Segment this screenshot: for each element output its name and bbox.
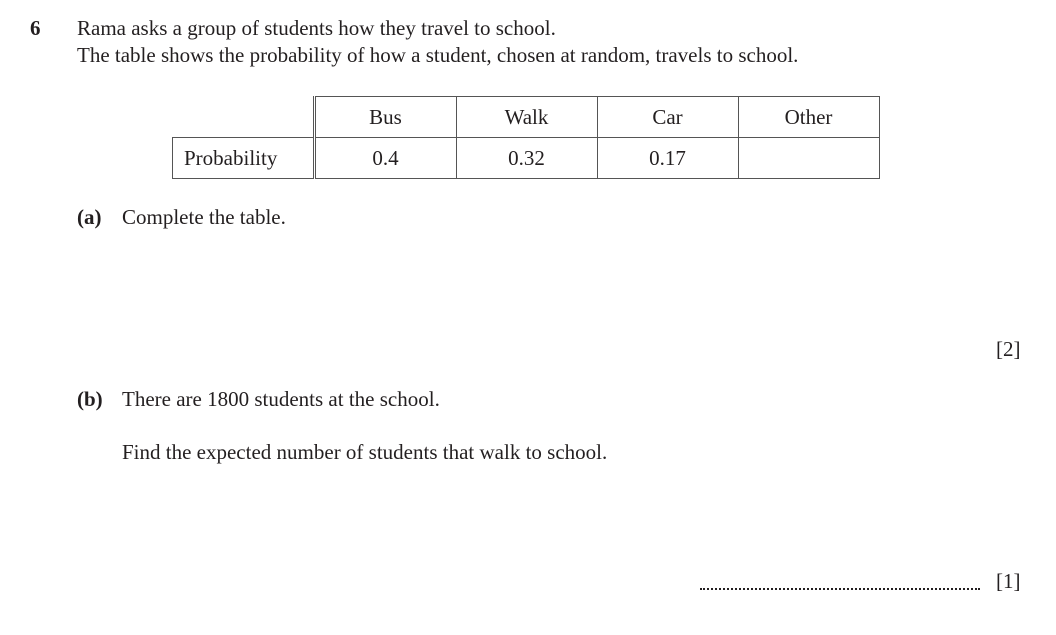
part-a-text: Complete the table. [122, 205, 286, 229]
part-b-text-1: There are 1800 students at the school. [122, 387, 440, 411]
value-bus: 0.4 [314, 138, 456, 179]
column-header-car: Car [597, 97, 738, 138]
value-car: 0.17 [597, 138, 738, 179]
part-a-label: (a) [77, 205, 102, 229]
question-number: 6 [30, 16, 41, 40]
part-b-text-2: Find the expected number of students that walk to school. [122, 440, 608, 464]
part-b-marks: [1] [996, 569, 1021, 593]
value-walk: 0.32 [456, 138, 597, 179]
table-corner-cell [173, 97, 315, 138]
column-header-bus: Bus [314, 97, 456, 138]
probability-table [172, 96, 880, 179]
question-intro-line-1: Rama asks a group of students how they travel to school. [77, 16, 556, 40]
table-header-row [173, 97, 880, 138]
part-b-label: (b) [77, 387, 103, 411]
column-header-walk: Walk [456, 97, 597, 138]
part-a-marks: [2] [996, 337, 1021, 361]
value-other-answer-cell[interactable] [738, 138, 879, 179]
column-header-other: Other [738, 97, 879, 138]
row-header-probability: Probability [173, 138, 315, 179]
table-row [173, 138, 880, 179]
question-intro-line-2: The table shows the probability of how a student, chosen at random, travels to school. [77, 43, 799, 67]
answer-line[interactable] [700, 588, 980, 590]
